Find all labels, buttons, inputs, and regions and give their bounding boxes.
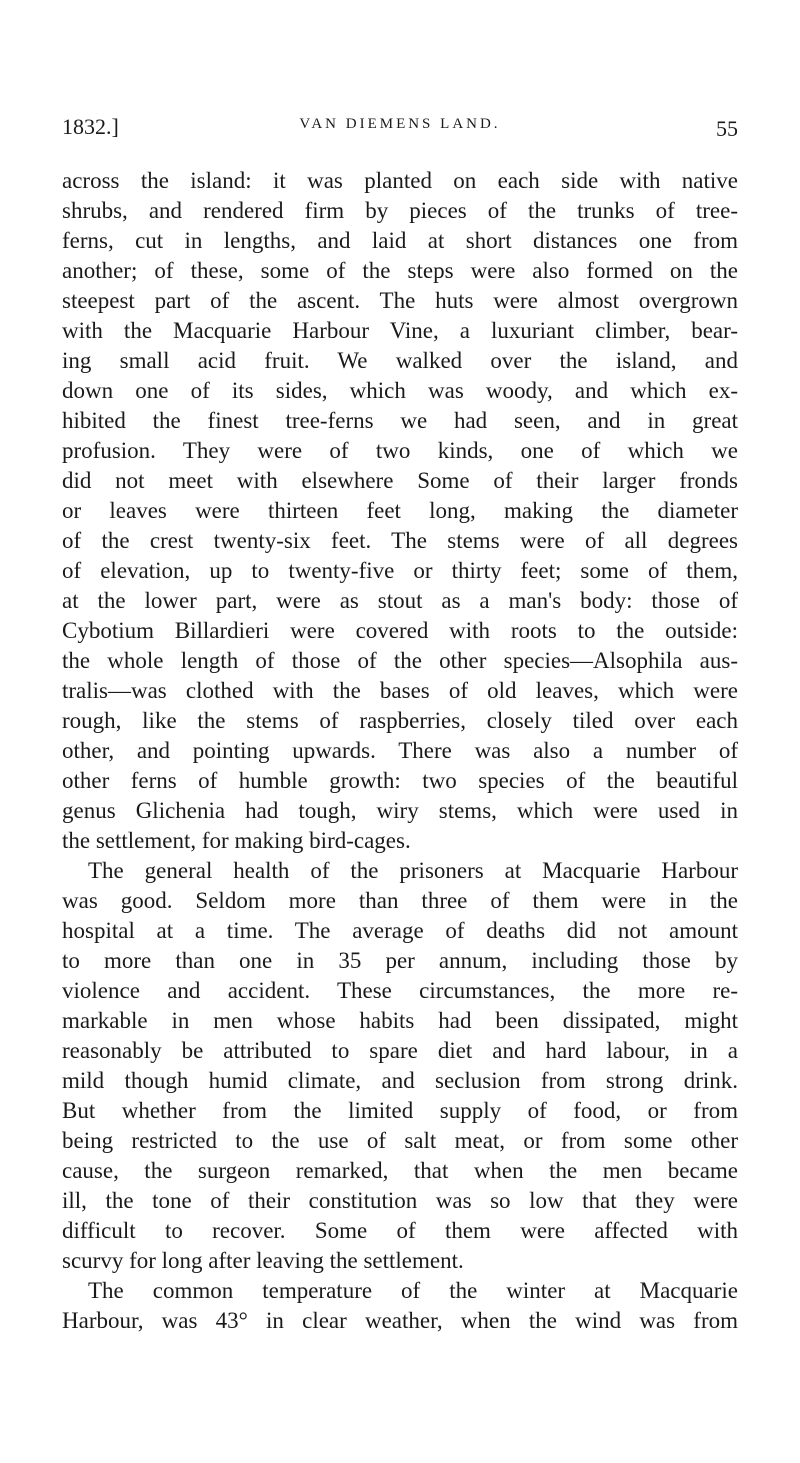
text-line: across the island: it was planted on each side with native [62, 168, 738, 193]
text-line: other, and pointing upwards. There was also a number of [62, 738, 738, 763]
text-line: Harbour, was 43° in clear weather, when the wind was from [62, 1308, 738, 1333]
paragraph-temperature [62, 1276, 738, 1336]
header-title: VAN DIEMENS LAND. [299, 116, 501, 132]
text-line: being restricted to the use of salt meat, or from some other [62, 1128, 738, 1153]
text-line: rough, like the stems of raspberries, closely tiled over each [62, 708, 738, 733]
text-line: the settlement, for making bird-cages. [62, 828, 411, 853]
text-line: did not meet with elsewhere Some of their larger fronds [62, 468, 738, 493]
text-line: hospital at a time. The average of deaths did not amount [62, 918, 738, 943]
text-line: genus Glichenia had tough, wiry stems, which were used in [62, 798, 738, 823]
text-line: But whether from the limited supply of food, or from [62, 1098, 738, 1123]
text-line: other ferns of humble growth: two species of the beautiful [62, 768, 738, 793]
text-line: down one of its sides, which was woody, and which ex- [62, 378, 738, 403]
text-line: with the Macquarie Harbour Vine, a luxuriant climber, bear- [62, 318, 738, 343]
text-line: was good. Seldom more than three of them were in the [62, 888, 738, 913]
running-head [62, 114, 738, 146]
paragraph-health [62, 856, 738, 1276]
text-line: ill, the tone of their constitution was so low that they were [62, 1188, 738, 1213]
text-line: ing small acid fruit. We walked over the island, and [62, 348, 738, 373]
text-line: markable in men whose habits had been dissipated, might [62, 1008, 738, 1033]
text-line: another; of these, some of the steps were also formed on the [62, 258, 738, 283]
text-line: scurvy for long after leaving the settlement. [62, 1248, 464, 1273]
text-line: shrubs, and rendered firm by pieces of the trunks of tree- [62, 198, 738, 223]
text-line: of elevation, up to twenty-five or thirty feet; some of them, [62, 558, 738, 583]
text-line: of the crest twenty-six feet. The stems were of all degrees [62, 528, 738, 553]
text-line: ferns, cut in lengths, and laid at short distances one from [62, 228, 738, 253]
text-line: steepest part of the ascent. The huts were almost overgrown [62, 288, 738, 313]
body-text [62, 166, 738, 1336]
text-line: hibited the finest tree-ferns we had seen, and in great [62, 408, 738, 433]
text-line: difficult to recover. Some of them were affected with [62, 1218, 738, 1243]
text-line: profusion. They were of two kinds, one of which we [62, 438, 738, 463]
text-line: mild though humid climate, and seclusion from strong drink. [62, 1068, 738, 1093]
text-line: reasonably be attributed to spare diet and hard labour, in a [62, 1038, 738, 1063]
text-line: The general health of the prisoners at Macquarie Harbour [88, 858, 738, 883]
text-line: tralis—was clothed with the bases of old leaves, which were [62, 678, 738, 703]
text-line: cause, the surgeon remarked, that when the men became [62, 1158, 738, 1183]
header-year: 1832.] [62, 114, 119, 139]
paragraph-ferns [62, 166, 738, 856]
text-line: violence and accident. These circumstances, the more re- [62, 978, 738, 1003]
text-line: the whole length of those of the other species—Alsophila aus- [62, 648, 738, 673]
text-line: at the lower part, were as stout as a man's body: those of [62, 588, 738, 613]
text-line: to more than one in 35 per annum, including those by [62, 948, 738, 973]
page-number: 55 [716, 116, 738, 141]
text-line: or leaves were thirteen feet long, making the diameter [62, 498, 738, 523]
text-line: Cybotium Billardieri were covered with roots to the outside: [62, 618, 738, 643]
text-line: The common temperature of the winter at Macquarie [88, 1278, 738, 1303]
